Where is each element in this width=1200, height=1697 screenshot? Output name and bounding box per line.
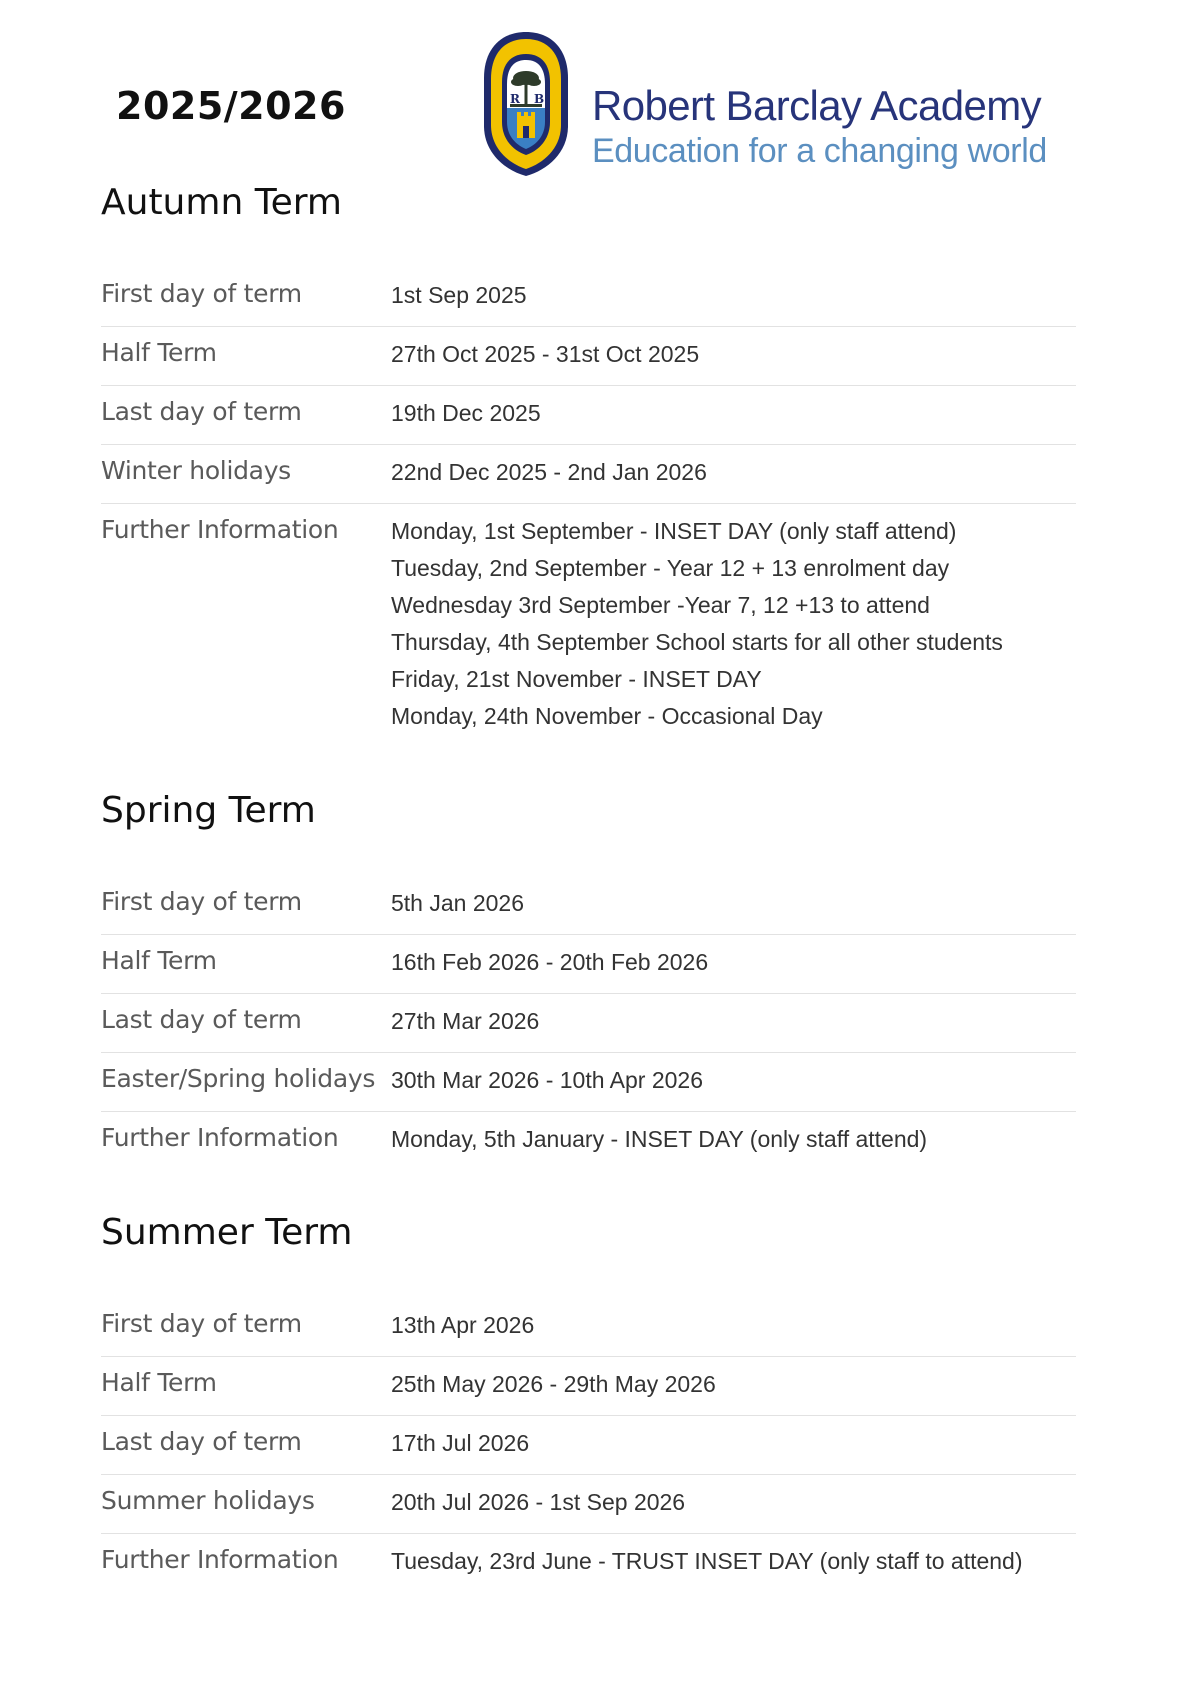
table-row: [101, 1534, 1076, 1592]
term-dates-table: [101, 1298, 1076, 1592]
table-row: [101, 268, 1076, 327]
term-title: Summer Term: [101, 1212, 353, 1253]
row-label: Last day of term: [101, 1427, 302, 1456]
further-information-list: [391, 504, 1076, 739]
row-value: 5th Jan 2026: [391, 890, 525, 916]
row-label: Easter/Spring holidays: [101, 1064, 376, 1093]
autumn-term-section: [101, 178, 1076, 739]
info-line: Tuesday, 2nd September - Year 12 + 13 enrolment day: [391, 555, 950, 581]
row-value: 25th May 2026 - 29th May 2026: [391, 1371, 716, 1397]
row-value: 1st Sep 2025: [391, 282, 527, 308]
row-label: Further Information: [101, 1123, 339, 1152]
row-value: 30th Mar 2026 - 10th Apr 2026: [391, 1067, 703, 1093]
row-label: Summer holidays: [101, 1486, 315, 1515]
row-label: Further Information: [101, 515, 339, 544]
info-line: Thursday, 4th September School starts for all other students: [391, 629, 1003, 655]
term-dates-table: [101, 268, 1076, 739]
row-label: First day of term: [101, 1309, 302, 1338]
crest-initial-b: B: [534, 92, 545, 106]
row-label: Last day of term: [101, 397, 302, 426]
info-line: Monday, 1st September - INSET DAY (only staff attend): [391, 518, 957, 544]
crest-initial-r: R: [510, 92, 520, 106]
row-label: Winter holidays: [101, 456, 291, 485]
table-row: [101, 327, 1076, 386]
summer-term-section: [101, 1208, 1076, 1592]
table-row: [101, 994, 1076, 1053]
info-line: Friday, 21st November - INSET DAY: [391, 666, 762, 692]
table-row: [101, 1416, 1076, 1475]
school-branding: [482, 30, 1082, 180]
row-value: 17th Jul 2026: [391, 1430, 530, 1456]
info-line: Monday, 24th November - Occasional Day: [391, 703, 823, 729]
table-row: [101, 1357, 1076, 1416]
table-row: [101, 1112, 1076, 1170]
school-name: Robert Barclay Academy: [592, 82, 1042, 129]
term-title: Autumn Term: [101, 182, 342, 223]
academic-year-heading: 2025/2026: [116, 84, 346, 128]
table-row: [101, 504, 1076, 739]
row-value: Monday, 5th January - INSET DAY (only staff attend): [391, 1126, 928, 1152]
row-value: 20th Jul 2026 - 1st Sep 2026: [391, 1489, 686, 1515]
row-label: First day of term: [101, 887, 302, 916]
row-label: Half Term: [101, 946, 217, 975]
row-label: Last day of term: [101, 1005, 302, 1034]
table-row: [101, 935, 1076, 994]
table-row: [101, 1475, 1076, 1534]
row-value: 22nd Dec 2025 - 2nd Jan 2026: [391, 459, 707, 485]
row-value: 13th Apr 2026: [391, 1312, 535, 1338]
row-value: 27th Mar 2026: [391, 1008, 540, 1034]
row-value: 27th Oct 2025 - 31st Oct 2025: [391, 341, 700, 367]
row-label: Further Information: [101, 1545, 339, 1574]
term-title: Spring Term: [101, 790, 316, 831]
row-label: Half Term: [101, 1368, 217, 1397]
row-value: 19th Dec 2025: [391, 400, 541, 426]
term-dates-table: [101, 876, 1076, 1170]
table-row: [101, 445, 1076, 504]
spring-term-section: [101, 786, 1076, 1170]
school-tagline: Education for a changing world: [592, 132, 1047, 170]
row-label: Half Term: [101, 338, 217, 367]
school-crest-logo: [482, 30, 570, 178]
table-row: [101, 386, 1076, 445]
info-line: Wednesday 3rd September -Year 7, 12 +13 to attend: [391, 592, 930, 618]
table-row: [101, 1298, 1076, 1357]
table-row: [101, 1053, 1076, 1112]
row-label: First day of term: [101, 279, 302, 308]
row-value: 16th Feb 2026 - 20th Feb 2026: [391, 949, 709, 975]
table-row: [101, 876, 1076, 935]
row-value: Tuesday, 23rd June - TRUST INSET DAY (only staff to attend): [391, 1548, 1023, 1574]
